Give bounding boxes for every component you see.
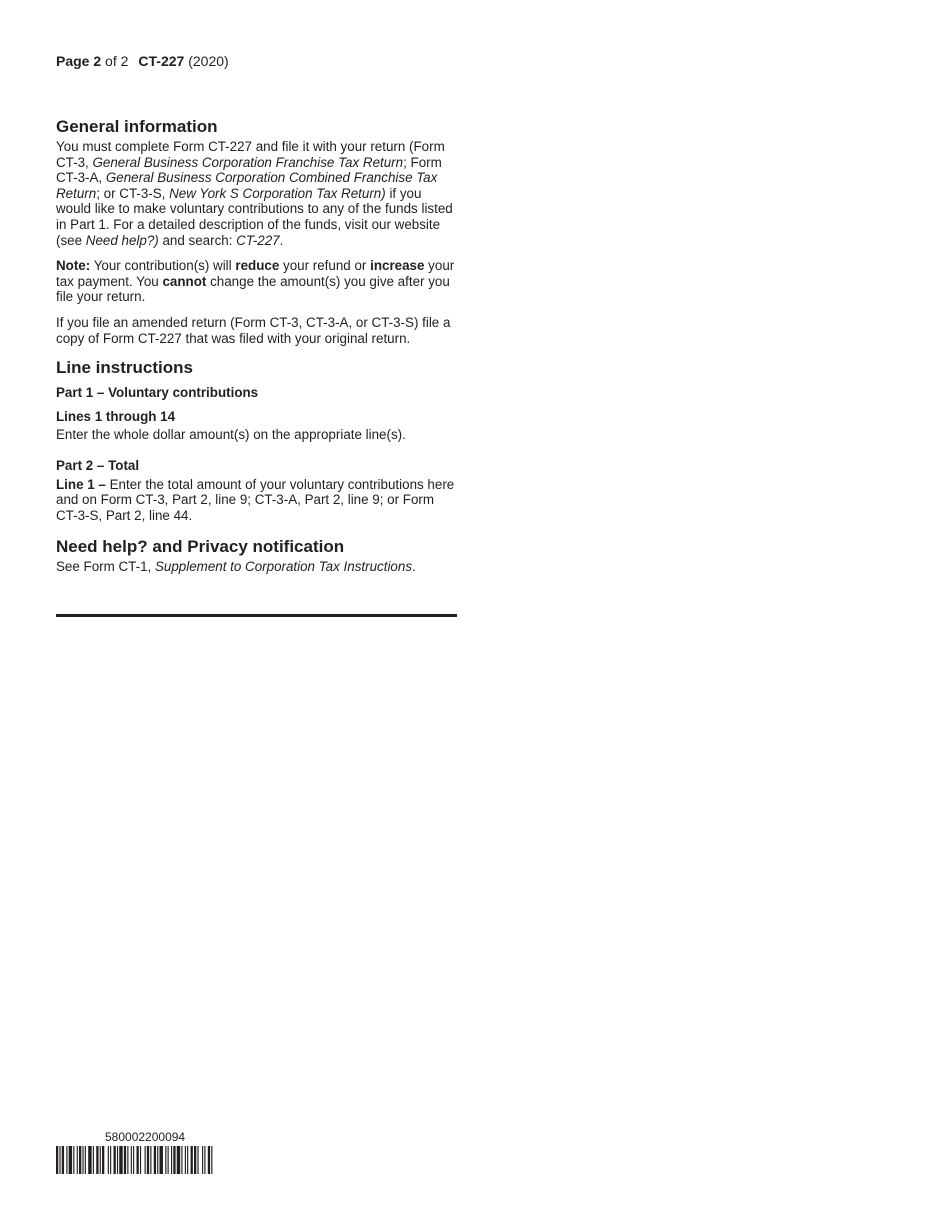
- page-total: of 2: [101, 53, 129, 69]
- barcode-bar: [131, 1146, 132, 1174]
- instructions-body: [56, 117, 458, 575]
- barcode-bar: [145, 1146, 146, 1174]
- barcode-bar: [140, 1146, 141, 1174]
- barcode-bar: [73, 1146, 74, 1174]
- help-text: See Form CT-1, Supplement to Corporation Tax Instructions.: [56, 559, 416, 575]
- lines-1-14-text: Enter the whole dollar amount(s) on the appropriate line(s).: [56, 427, 406, 443]
- part2-line1-text: Line 1 – Enter the total amount of your voluntary contributions here and on Form CT-3, Part 2, line 9; CT-3-A, Part 2, line 9; or Form CT-3-S, Part 2, line 44.: [56, 476, 455, 523]
- part1-heading: Part 1 – Voluntary contributions: [56, 385, 259, 401]
- barcode-bar: [171, 1146, 172, 1174]
- barcode-bar: [177, 1146, 180, 1174]
- barcode-bar: [69, 1146, 72, 1174]
- barcode-bar: [56, 1146, 58, 1174]
- barcode-bar: [59, 1146, 60, 1174]
- form-year: (2020): [188, 53, 229, 69]
- line-instructions-heading: Line instructions: [56, 358, 193, 378]
- form-id: CT-227: [138, 53, 185, 69]
- barcode-bar: [88, 1146, 91, 1174]
- page-number: Page 2: [56, 53, 102, 69]
- general-information-paragraph: You must complete Form CT-227 and file it with your return (Form CT-3, General Business Corporation Franchise Tax Return; Form CT-3-A, General Business Corporation Combined Franchise Tax Return; or CT-3-S, New York S Corporation Tax Return) if you would like to make voluntary contributions to any of the funds listed in Part 1. For a detailed description of the funds, visit our website (see Need help?) and search: CT-227.: [56, 139, 453, 248]
- barcode-bar: [133, 1146, 134, 1174]
- barcode-bar: [124, 1146, 126, 1174]
- help-heading: Need help? and Privacy notification: [56, 537, 345, 557]
- barcode-bar: [127, 1146, 128, 1174]
- barcode-bar: [181, 1146, 182, 1174]
- barcode-bar: [117, 1146, 118, 1174]
- barcode-bar: [114, 1146, 116, 1174]
- general-information-heading: General information: [56, 117, 218, 136]
- barcode-bar: [194, 1146, 196, 1174]
- barcode-bar: [204, 1146, 205, 1174]
- barcode-bar: [93, 1146, 94, 1174]
- barcode-bar: [168, 1146, 169, 1174]
- barcode-bar: [77, 1146, 78, 1174]
- barcode-bar: [100, 1146, 101, 1174]
- barcode-bar: [157, 1146, 158, 1174]
- barcode-bar: [62, 1146, 64, 1174]
- barcode-bar: [202, 1146, 203, 1174]
- barcode-bar: [96, 1146, 98, 1174]
- barcode-bar: [185, 1146, 186, 1174]
- barcode-bar: [108, 1146, 109, 1174]
- barcode-bar: [110, 1146, 111, 1174]
- barcode-bar: [119, 1146, 122, 1174]
- note-paragraph: Note: Your contribution(s) will reduce your refund or increase your tax payment. You cannot change the amount(s) you give after you file your return.: [56, 258, 455, 305]
- amended-return-paragraph: If you file an amended return (Form CT-3, CT-3-A, or CT-3-S) file a copy of Form CT-227 that was filed with your original return.: [56, 314, 451, 346]
- barcode-bar: [147, 1146, 149, 1174]
- barcode-bar: [211, 1146, 212, 1174]
- part2-heading: Part 2 – Total: [56, 457, 140, 473]
- barcode-bar: [137, 1146, 139, 1174]
- barcode-bar: [160, 1146, 163, 1174]
- section-divider: [56, 614, 457, 617]
- barcode-bar: [187, 1146, 188, 1174]
- barcode-bar: [165, 1146, 166, 1174]
- barcode-icon: [56, 1146, 240, 1174]
- barcode-number: 580002200094: [105, 1130, 186, 1144]
- barcode-bar: [82, 1146, 83, 1174]
- barcode-bar: [154, 1146, 156, 1174]
- barcode-bar: [173, 1146, 175, 1174]
- page-header: [56, 53, 229, 69]
- barcode-bar: [150, 1146, 151, 1174]
- lines-1-14-heading: Lines 1 through 14: [56, 408, 176, 424]
- barcode-bar: [197, 1146, 198, 1174]
- barcode-bar: [85, 1146, 86, 1174]
- barcode-bar: [208, 1146, 210, 1174]
- barcode-bar: [102, 1146, 104, 1174]
- barcode-bar: [191, 1146, 193, 1174]
- barcode-bar: [79, 1146, 81, 1174]
- barcode-bar: [66, 1146, 67, 1174]
